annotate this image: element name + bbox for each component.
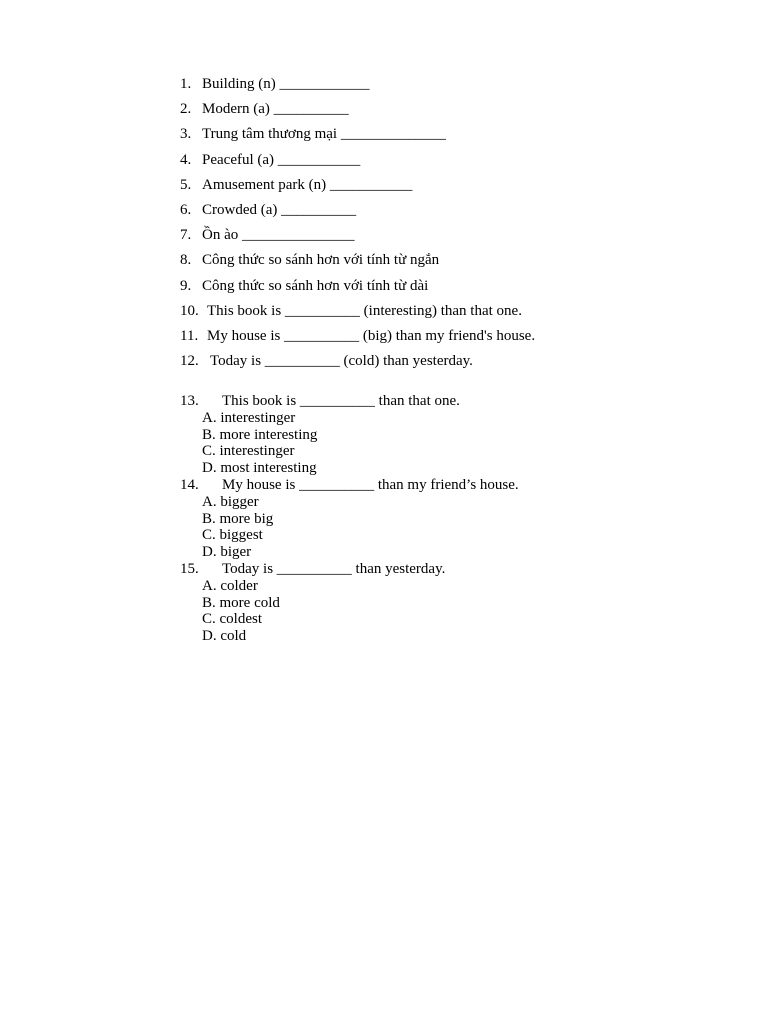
answer-option: C. biggest bbox=[202, 527, 263, 544]
answer-option: C. coldest bbox=[202, 611, 262, 628]
answer-option: A. colder bbox=[202, 577, 258, 594]
answer-option: B. more big bbox=[202, 510, 274, 527]
answer-option: A. interestinger bbox=[202, 409, 296, 426]
list-item: 5. Amusement park (n) ___________ bbox=[180, 176, 413, 193]
list-item: 11. My house is __________ (big) than my friend's house. bbox=[180, 327, 536, 344]
list-item: 1. Building (n) ____________ bbox=[180, 76, 370, 92]
list-item: 9. Công thức so sánh hơn với tính từ dài bbox=[180, 277, 429, 294]
list-item: 2. Modern (a) __________ bbox=[180, 101, 349, 118]
question: 14. My house is __________ than my friend’s house. bbox=[180, 476, 519, 493]
vocabulary-list bbox=[180, 74, 535, 376]
answer-option: D. biger bbox=[202, 544, 252, 561]
list-item: 7. Ồn ào _______________ bbox=[180, 227, 355, 244]
list-item: 6. Crowded (a) __________ bbox=[180, 201, 357, 218]
answer-option: B. more cold bbox=[202, 594, 280, 611]
answer-option: D. cold bbox=[202, 628, 247, 645]
question: 15. Today is __________ than yesterday. bbox=[180, 560, 446, 577]
answer-option: C. interestinger bbox=[202, 443, 295, 460]
list-item: 8. Công thức so sánh hơn với tính từ ngắn bbox=[180, 252, 440, 269]
list-item: 12. Today is __________ (cold) than yesterday. bbox=[180, 353, 473, 370]
question: 13. This book is __________ than that one. bbox=[180, 393, 460, 409]
answer-option: B. more interesting bbox=[202, 426, 318, 443]
list-item: 4. Peaceful (a) ___________ bbox=[180, 151, 361, 168]
multiple-choice-list bbox=[180, 393, 519, 645]
list-item: 10. This book is __________ (interesting) than that one. bbox=[180, 302, 522, 319]
answer-option: A. bigger bbox=[202, 493, 259, 510]
answer-option: D. most interesting bbox=[202, 460, 317, 477]
list-item: 3. Trung tâm thương mại ______________ bbox=[180, 126, 446, 143]
